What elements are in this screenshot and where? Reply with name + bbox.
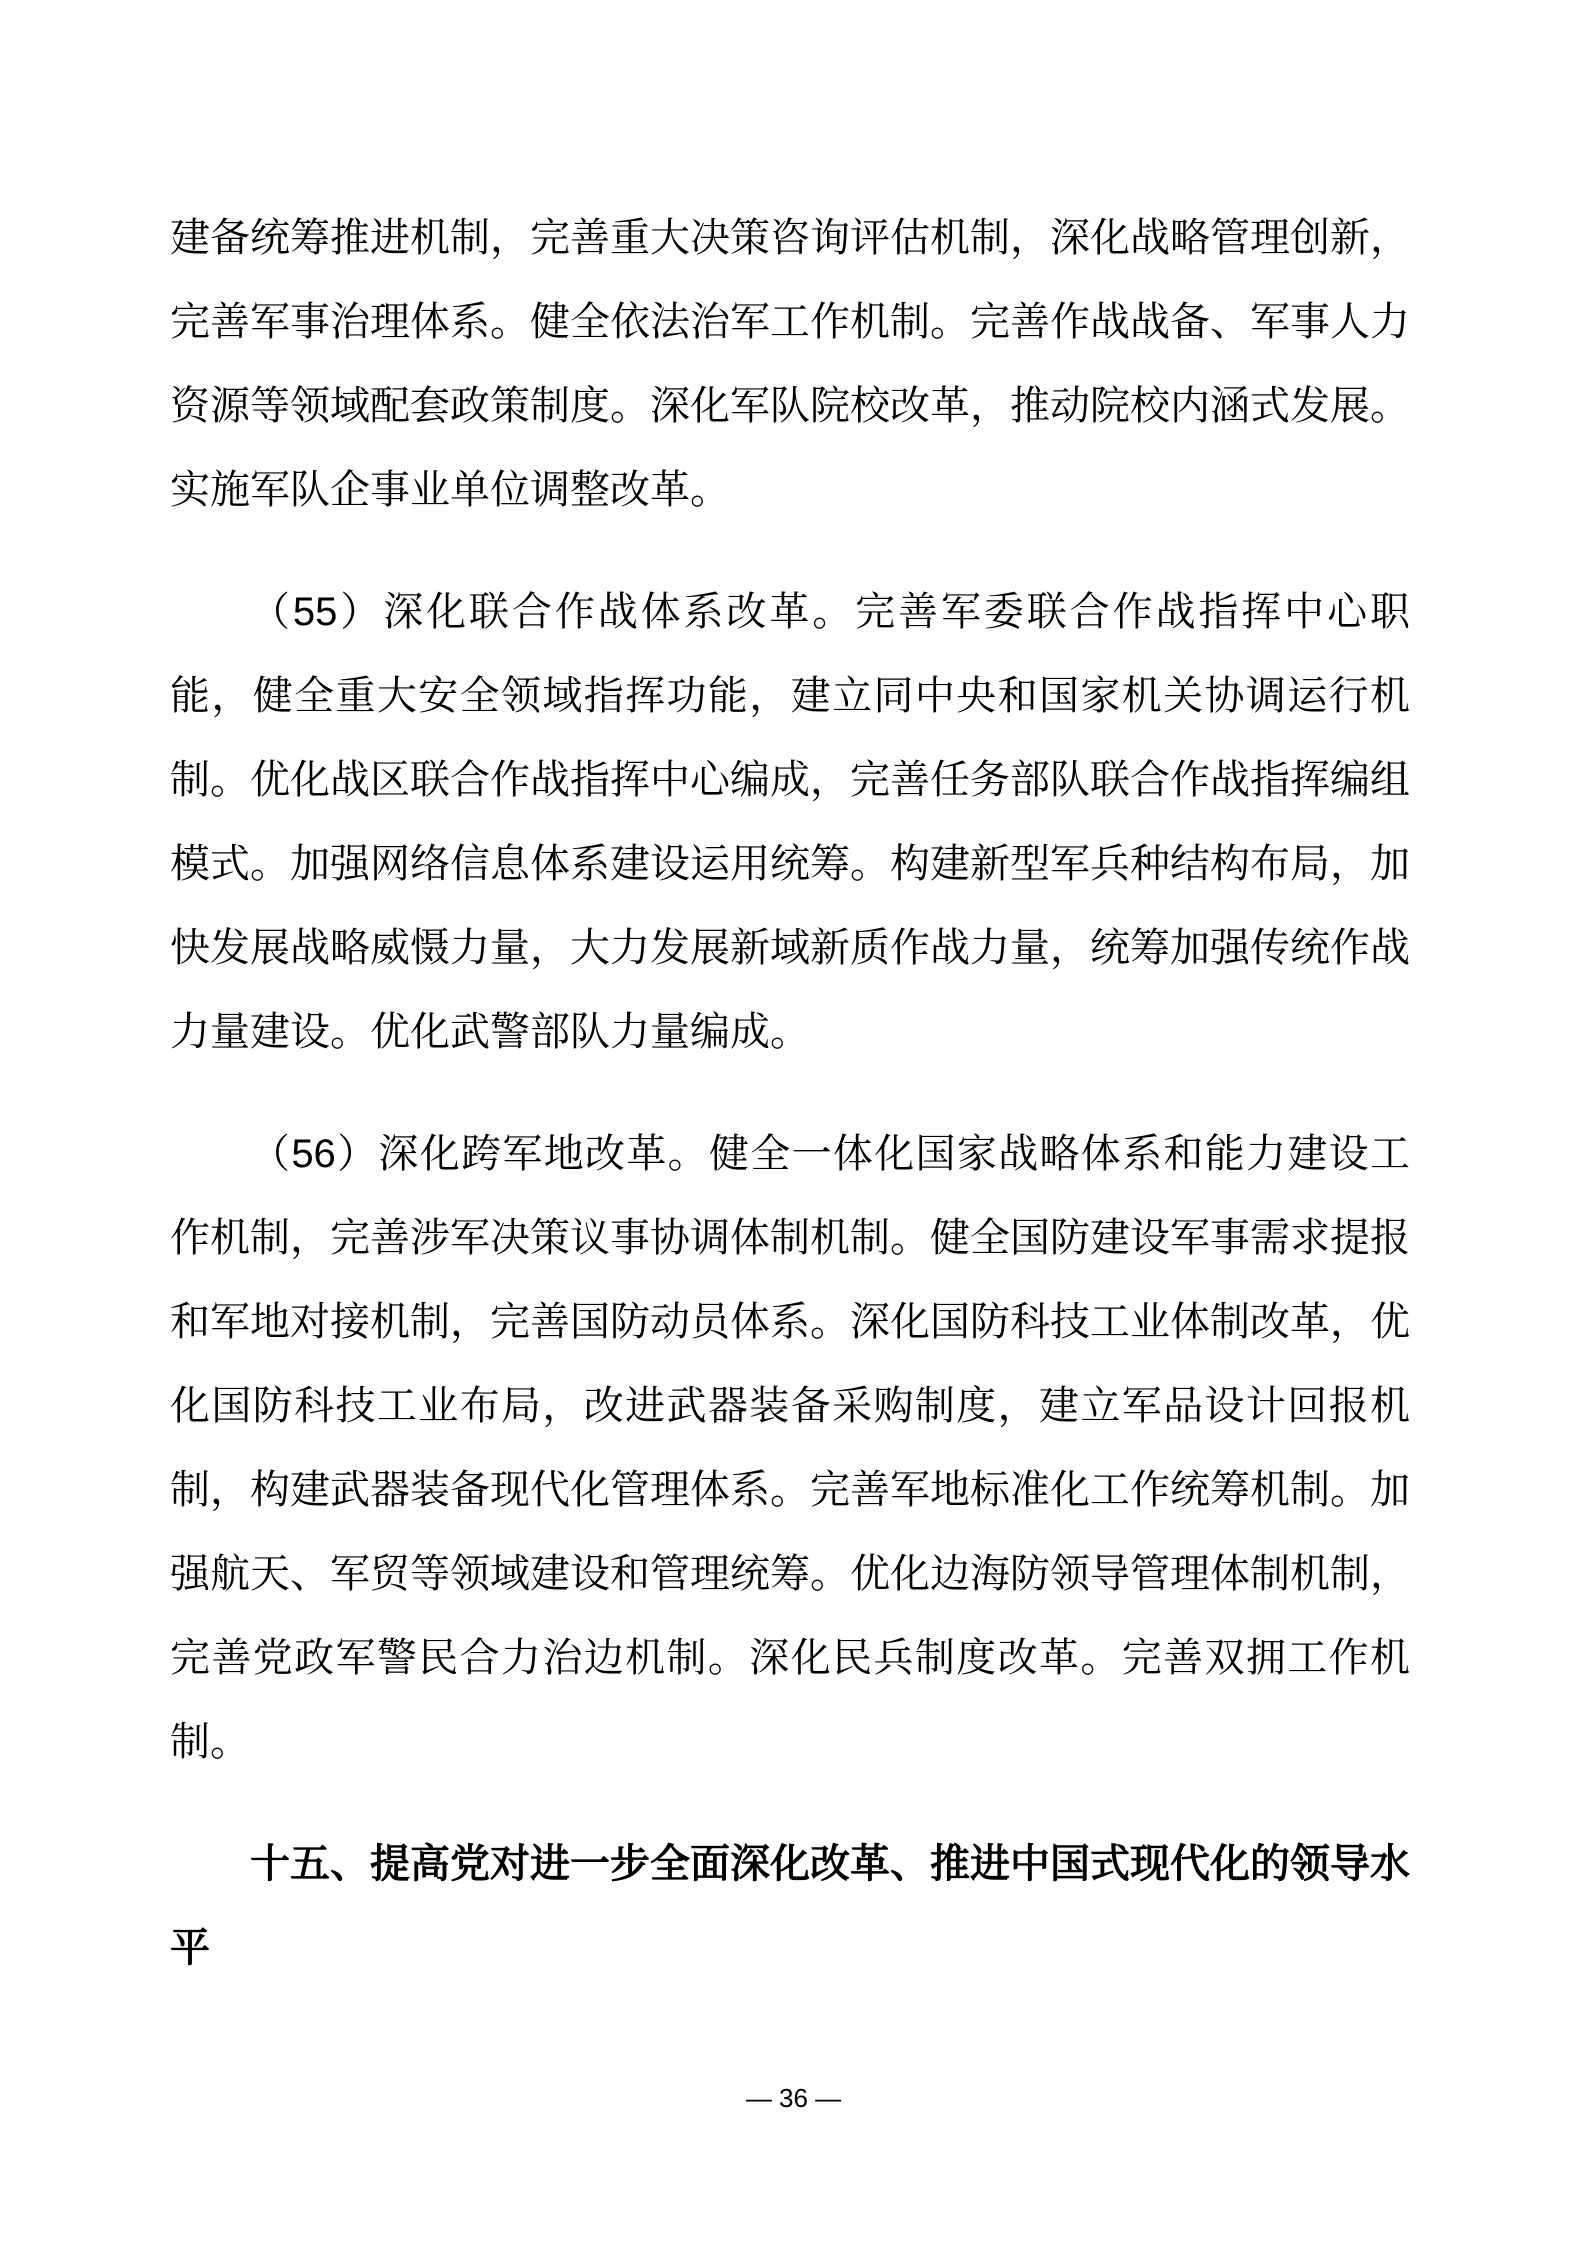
section-heading: 十五、提高党对进一步全面深化改革、推进中国式现代化的领导水平 xyxy=(170,1842,1410,1970)
body-paragraph: 建备统筹推进机制，完善重大决策咨询评估机制，深化战略管理创新，完善军事治理体系。健全依法治军工作机制。完善作战战备、军事人力资源等领域配套政策制度。深化军队院校改革，推动院校内涵式发展。实施军队企事业单位调整改革。 xyxy=(170,216,1410,512)
page-number: — 36 — xyxy=(745,2083,842,2113)
body-paragraph-55: （55）深化联合作战体系改革。完善军委联合作战指挥中心职能，健全重大安全领域指挥功能，建立同中央和国家机关协调运行机制。优化战区联合作战指挥中心编成，完善任务部队联合作战指挥编组模式。加强网络信息体系建设运用统筹。构建新型军兵种结构布局，加快发展战略威慑力量，大力发展新域新质作战力量，统筹加强传统作战力量建设。优化武警部队力量编成。 xyxy=(170,590,1410,1054)
body-paragraph-56: （56）深化跨军地改革。健全一体化国家战略体系和能力建设工作机制，完善涉军决策议事协调体制机制。健全国防建设军事需求提报和军地对接机制，完善国防动员体系。深化国防科技工业体制改革，优化国防科技工业布局，改进武器装备采购制度，建立军品设计回报机制，构建武器装备现代化管理体系。完善军地标准化工作统筹机制。加强航天、军贸等领域建设和管理统筹。优化边海防领导管理体制机制，完善党政军警民合力治边机制。深化民兵制度改革。完善双拥工作机制。 xyxy=(170,1132,1410,1764)
page-body xyxy=(170,196,1410,1990)
